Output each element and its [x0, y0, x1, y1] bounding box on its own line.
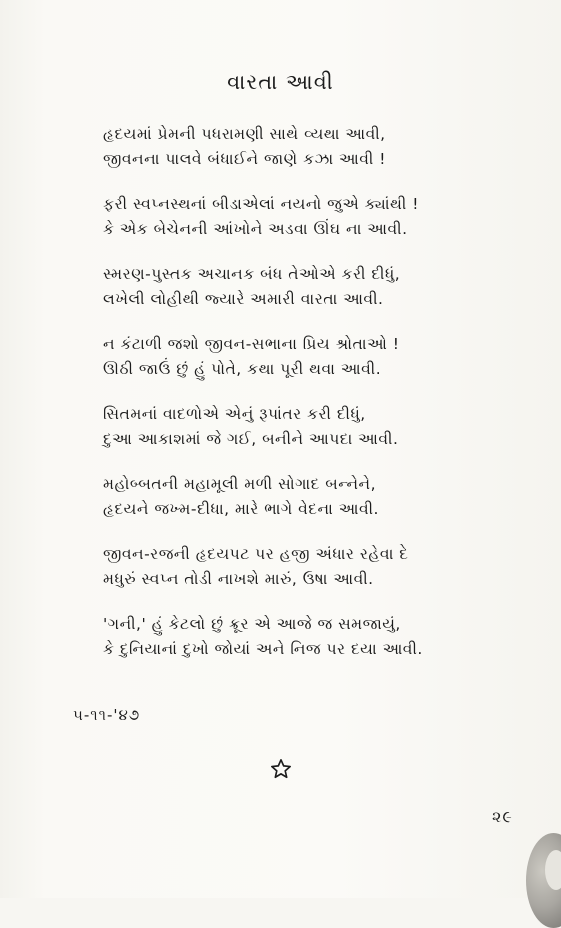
poem-line: મધુરું સ્વપ્ન તોડી નાખશે મારું, ઉષા આવી.: [103, 570, 374, 588]
page-curl-highlight: [545, 850, 561, 890]
stanza: [103, 192, 463, 262]
poem-line: ન કંટાળી જશો જીવન-સભાના પ્રિય શ્રોતાઓ !: [103, 335, 400, 353]
poem-line: હૃદયમાં પ્રેમની પધરામણી સાથે વ્યથા આવી,: [103, 125, 386, 143]
poem-line: 'ગની,' હું કેટલો છું ક્રૂર એ આજે જ સમજાયું,: [103, 615, 401, 633]
stanza: [103, 332, 463, 402]
poem-line: હૃદયને જખ્મ-દીધા, મારે ભાગે વેદના આવી.: [103, 500, 379, 518]
stanza: [103, 402, 463, 472]
page-number: ૨૯: [492, 807, 513, 826]
poem-line: લખેલી લોહીથી જ્યારે અમારી વારતા આવી.: [103, 290, 384, 308]
poem-line: જીવનના પાલવે બંધાઈને જાણે કઝા આવી !: [103, 150, 387, 168]
poem-line: ફરી સ્વપ્નસ્થનાં બીડાએલાં નયનો જુએ ક્યાંથી !: [103, 195, 419, 213]
poem-body: [103, 122, 463, 682]
poem-line: કે દુનિયાનાં દુખો જોયાં અને નિજ પર દયા આવી.: [103, 640, 423, 658]
poem-line: જીવન-રજની હૃદયપટ પર હજી અંધાર રહેવા દે: [103, 545, 409, 563]
poem-line: સ્મરણ-પુસ્તક અચાનક બંધ તેઓએ કરી દીધું,: [103, 265, 401, 283]
poem-title: વારતા આવી: [227, 70, 334, 94]
poem-line: સિતમનાં વાદળોએ એનું રૂપાંતર કરી દીધું,: [103, 405, 366, 423]
poem-line: મહોબ્બતની મહામૂલી મળી સોગાદ બન્નેને,: [103, 475, 377, 493]
poem-line: કે એક બેચેનની આંખોને અડવા ઊંઘ ના આવી.: [103, 220, 408, 238]
stanza: [103, 122, 463, 192]
star-outline-icon: [270, 758, 292, 780]
stanza: [103, 262, 463, 332]
poem-line: ઊઠી જાઉં છું હું પોતે, કથા પૂરી થવા આવી.: [103, 360, 382, 378]
stanza: [103, 612, 463, 682]
poem-date: ૫-૧૧-'૪૭: [73, 706, 141, 724]
stanza: [103, 472, 463, 542]
poem-line: દુઆ આકાશમાં જે ગઈ, બનીને આપદા આવી.: [103, 430, 399, 448]
stanza: [103, 542, 463, 612]
